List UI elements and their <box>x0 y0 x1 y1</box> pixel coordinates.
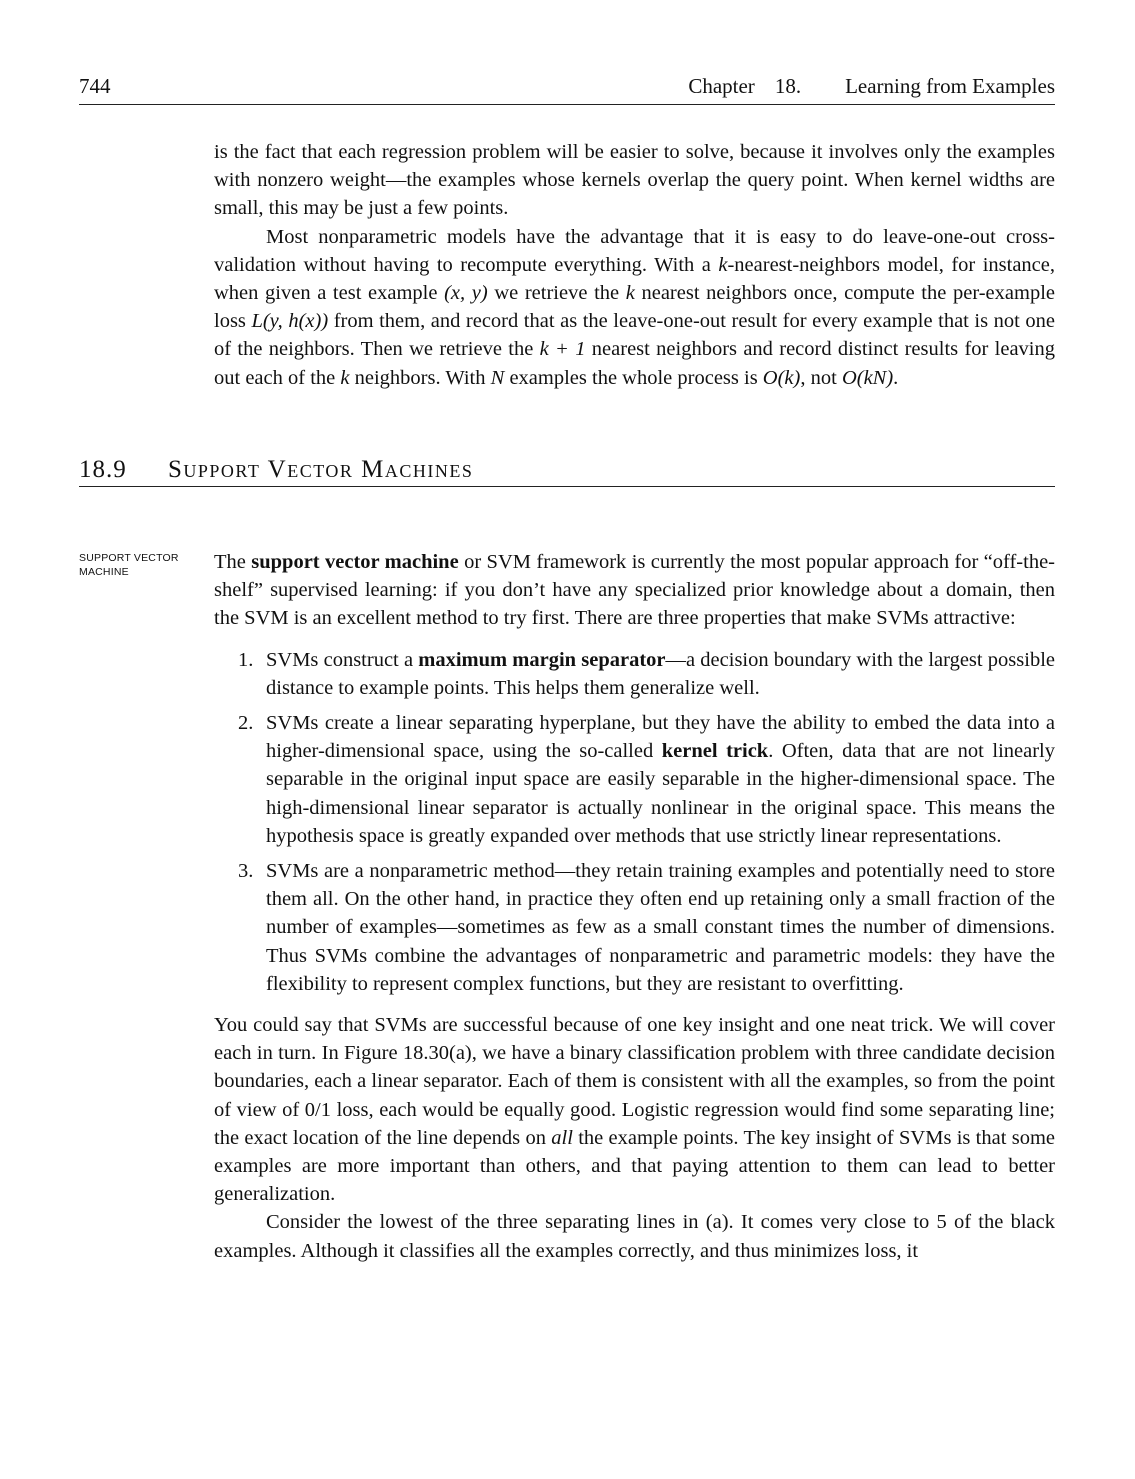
section-heading <box>79 456 1055 487</box>
paragraph-key-insight: You could say that SVMs are successful because of one key insight and one neat trick. We will cover each in turn. In Figure 18.30(a), we have a binary classification problem with three candidate decision boundaries, each a linear separator. Each of them is consistent with all the examples, so from the point of view of 0/1 loss, each would be equally good. Logistic regression would find some separating line; the exact location of the line depends on all the example points. The key insight of SVMs is that some examples are more important than others, and that paying attention to them can lead to better generalization. <box>214 1014 1055 1206</box>
list-item: 3. SVMs are a nonparametric method—they retain training examples and potentially need to store them all. On the other hand, in practice they often end up retaining only a small fraction of the number of examples—sometimes as few as a small constant times the number of dimensions. Thus SVMs combine the advantages of nonparametric and parametric models: they have the flexibility to represent complex functions, but they are resistant to overfitting. <box>214 857 1055 998</box>
list-item: 2. SVMs create a linear separating hyperplane, but they have the ability to embed the data into a higher-dimensional space, using the so-called kernel trick. Often, data that are not linearly separable in the original input space are easily separable in the higher-dimensional space. The high-dimensional linear separator is actually nonlinear in the original space. This means the hypothesis space is greatly expanded over methods that use strictly linear representations. <box>214 709 1055 850</box>
top-text-block <box>214 138 1055 392</box>
list-item: 1. SVMs construct a maximum margin separator—a decision boundary with the largest possible distance to example points. This helps them generalize well. <box>214 646 1055 702</box>
main-text-block <box>214 548 1055 1265</box>
list-number: 3. <box>238 860 254 883</box>
defined-term: support vector machine <box>251 551 459 573</box>
running-header <box>79 74 1055 105</box>
paragraph-intro: The support vector machine or SVM framework is currently the most popular approach for “off-the-shelf” supervised learning: if you don’t have any specialized prior knowledge about a domain, then the SVM is an excellent method to try first. There are three properties that make SVMs attractive: <box>214 551 1055 630</box>
paragraph-leave-one-out: Most nonparametric models have the advantage that it is easy to do leave-one-out cross-validation without having to recompute everything. With a k-nearest-neighbors model, for instance, when given a test example (x, y) we retrieve the k nearest neighbors once, compute the per-example loss L(y, h(x)) from them, and record that as the leave-one-out result for every example that is not one of the neighbors. Then we retrieve the k + 1 nearest neighbors and record distinct results for leaving out each of the k neighbors. With N examples the whole process is O(k), not O(kN). <box>214 225 1056 389</box>
section-number: 18.9 <box>79 456 127 483</box>
emphasis: all <box>551 1126 573 1149</box>
margin-note-line: MACHINE <box>79 566 129 578</box>
section-title: Support Vector Machines <box>168 456 474 483</box>
margin-note-line: SUPPORT VECTOR <box>79 552 179 564</box>
chapter-label: Chapter <box>688 74 755 98</box>
chapter-number: 18. <box>774 74 802 98</box>
chapter-title: Learning from Examples <box>845 74 1055 98</box>
page-number: 744 <box>79 74 111 98</box>
list-number: 1. <box>238 648 254 671</box>
list-number: 2. <box>238 712 254 735</box>
paragraph-lowest-line: Consider the lowest of the three separating lines in (a). It comes very close to 5 of the black examples. Although it classifies all the examples correctly, and thus minimizes loss, it <box>214 1211 1055 1262</box>
paragraph-continuation: is the fact that each regression problem will be easier to solve, because it involves only the examples with nonzero weight—the examples whose kernels overlap the query point. When kernel widths are small, this may be just a few points. <box>214 141 1055 220</box>
properties-list <box>214 646 1055 998</box>
chapter-heading <box>688 74 1055 99</box>
margin-note <box>79 551 189 579</box>
defined-term: maximum margin separator <box>418 648 666 671</box>
defined-term: kernel trick <box>661 740 769 763</box>
